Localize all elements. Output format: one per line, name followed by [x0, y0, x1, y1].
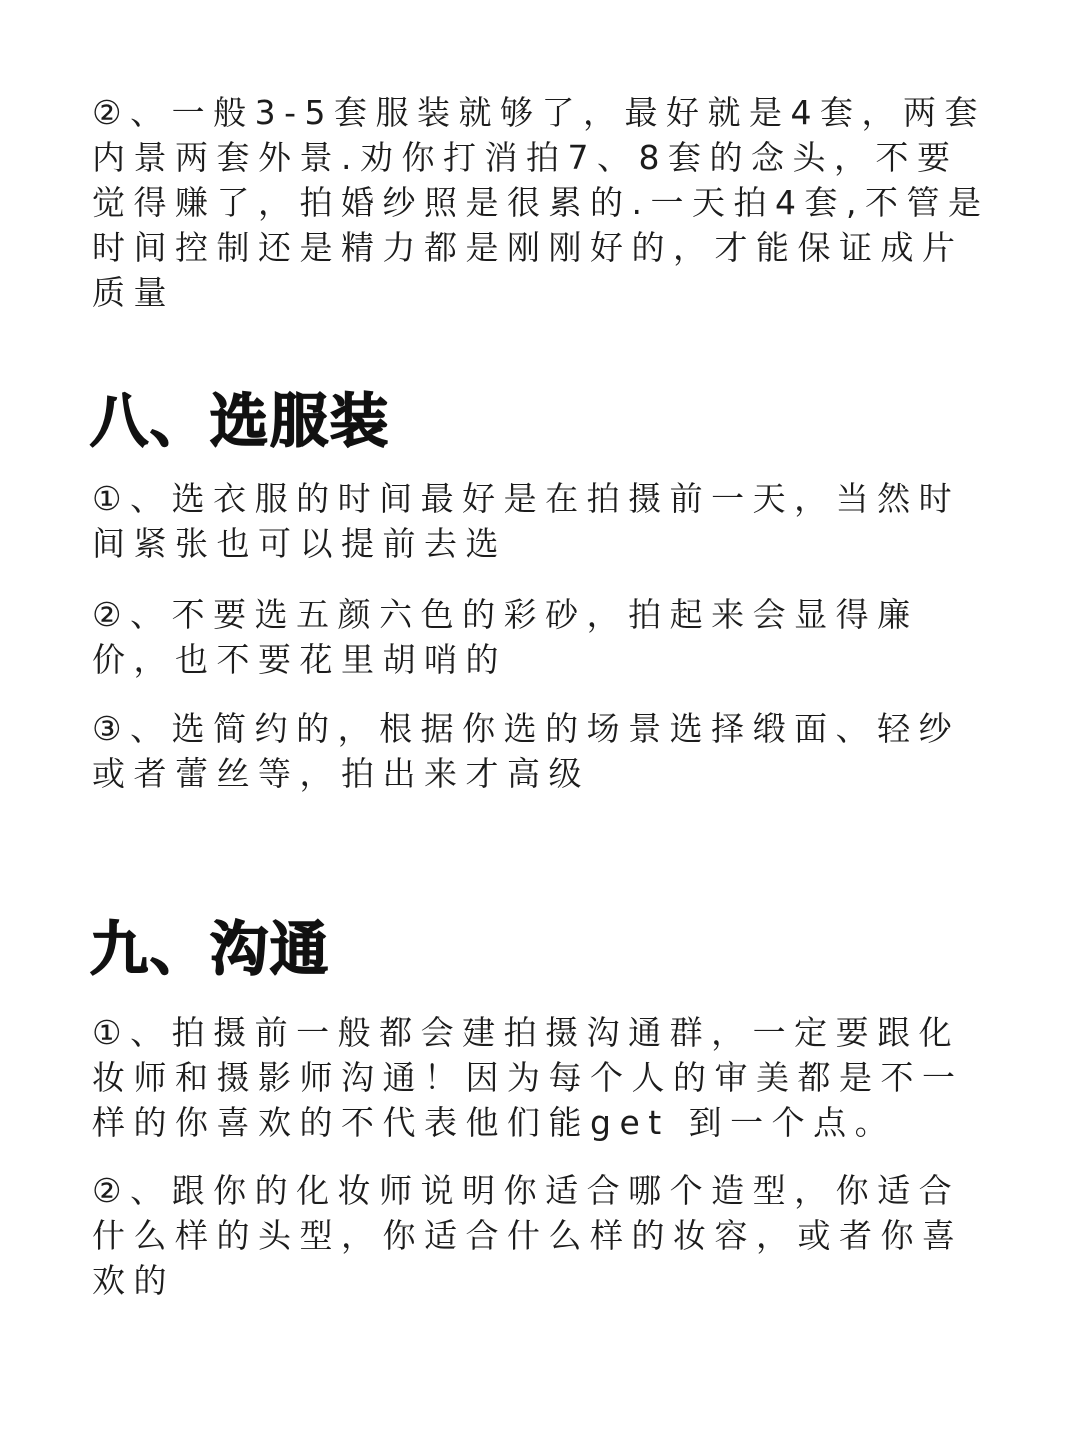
section-8-item-2: ②、不要选五颜六色的彩砂，拍起来会显得廉价，也不要花里胡哨的: [92, 595, 919, 679]
section-9-item-1: ①、拍摄前一般都会建拍摄沟通群，一定要跟化妆师和摄影师沟通！因为每个人的审美都是不一样的你喜欢的不代表他们能get 到一个点。: [92, 1013, 964, 1142]
intro-paragraph: ②、一般3-5套服装就够了，最好就是4套，两套内景两套外景.劝你打消拍7、8套的念头，不要觉得赚了，拍婚纱照是很累的.一天拍4套,不管是时间控制还是精力都是刚刚好的，才能保证成片质量: [92, 93, 990, 312]
section-9-heading: 九、沟通: [90, 915, 331, 983]
section-8-item-3: ③、选简约的，根据你选的场景选择缎面、轻纱或者蕾丝等，拍出来才高级: [92, 709, 961, 793]
section-9-item-2: ②、跟你的化妆师说明你适合哪个造型，你适合什么样的头型，你适合什么样的妆容，或者你喜欢的: [92, 1171, 964, 1300]
section-8-item-1: ①、选衣服的时间最好是在拍摄前一天，当然时间紧张也可以提前去选: [92, 479, 961, 563]
section-8-heading: 八、选服装: [90, 387, 391, 455]
